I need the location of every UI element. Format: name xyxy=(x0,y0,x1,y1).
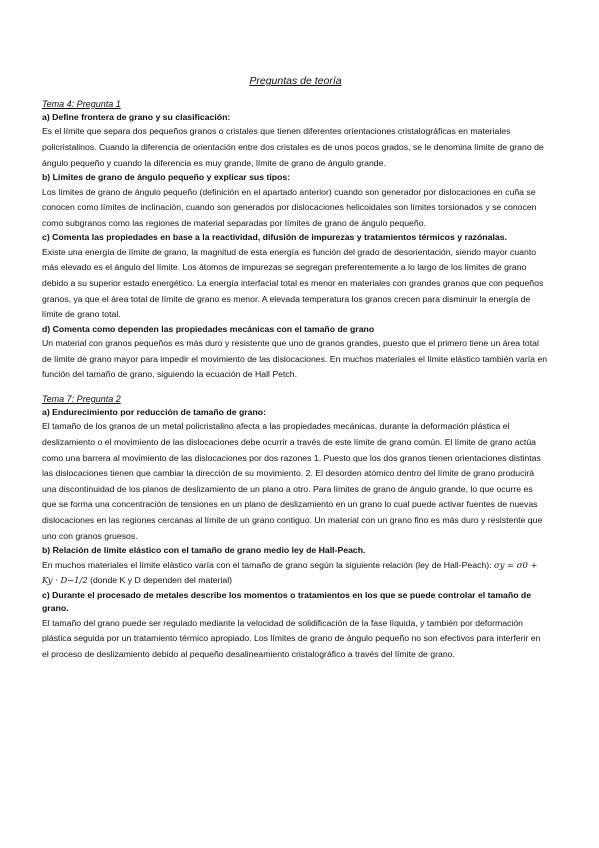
answer-4b: Los límites de grano de ángulo pequeño (definición en el apartado anterior) cuando son generador por dislocaciones en cuña se conocen como límites de inclinación, cuando son generados por dislocaciones helicoidales son límites torsionados y se conocen como subgranos como las regiones de material separadas por límites de grano de ángulo pequeño. xyxy=(42,186,537,228)
question-4d: d) Comenta como dependen las propiedades mecánicas con el tamaño de grano xyxy=(42,323,375,334)
question-4b: b) Límites de grano de ángulo pequeño y explicar sus tipos: xyxy=(42,172,291,183)
answer-4c: Existe una energía de límite de grano, la magnitud de esta energía es función del grado de desorientación, siendo mayor cuanto más elevado es el ángulo del límite. Los átomos de impurezas se segregan preferentemente a lo largo de los límites de grano debido a su superior estado energético. La energía interfacial total es menor en materiales con grandes granos que con pequeños granos, ya que el área total de límite de grano es menor. A elevada temperatura los granos crecen para disminuir la energía de límite de grano total. xyxy=(42,246,544,320)
question-7b: b) Relación de límite elástico con el tamaño de grano medio ley de Hall-Peach. xyxy=(42,545,366,556)
answer-7b-note: (donde K y D dependen del material) xyxy=(90,575,233,586)
question-4a: a) Define frontera de grano y su clasificación: xyxy=(42,112,231,122)
question-7c: c) Durante el procesado de metales describe los momentos o tratamientos en los que se puede controlar el tamaño de grano. xyxy=(42,589,532,614)
topic-heading-1: Tema 4: Pregunta 1 xyxy=(42,99,121,109)
question-4c: c) Comenta las propiedades en base a la reactividad, difusión de impurezas y tratamientos térmicos y razónalas. xyxy=(42,232,507,243)
answer-7b-text: En muchos materiales el límite elástico varía con el tamaño de grano según la siguiente relación (ley de Hall-Peach): xyxy=(42,559,492,570)
answer-7a: El tamaño de los granos de un metal policristalino afecta a las propiedades mecánicas, durante la deformación plástica el deslizamiento o el movimiento de las dislocaciones debe ocurrir a través de este límite de grano común. El límite de grano actúa como una barrera al movimiento de las dislocaciones por dos razones 1. Puesto que los dos granos tienen orientaciones distintas las dislocaciones tienen que cambiar la dirección de su movimiento. 2. El desorden atómico dentro del límite de grano producirá una discontinuidad de los planos de deslizamiento de un plano a otro. Para límites de grano de ángulo grande, lo que ocurre es que se forma una concentración de tensiones en un plano de deslizamiento en un grano lo cual puede activar fuentes de nuevas dislocaciones en las regiones cercanas al límite de un grano contiguo. Un material con un grano fino es más duro y resistente que uno con granos gruesos. xyxy=(42,421,543,541)
answer-4d: Un material con granos pequeños es más duro y resistente que uno de granos grandes, puesto que el primero tiene un área total de límite de grano mayor para impedir el movimiento de las dislocaciones. En muchos materiales el límite elástico también varía en función del tamaño de grano, siguiendo la ecuación de Hall Petch. xyxy=(42,338,548,380)
topic-heading-2: Tema 7: Pregunta 2 xyxy=(42,393,121,404)
hall-petch-formula: σy = σ0 + Ky · D−1/2 xyxy=(42,559,538,586)
answer-7c: El tamaño del grano puede ser regulado mediante la velocidad de solidificación de la fase líquida, y también por deformación plástica seguida por un tratamiento térmico apropiado. Los límites de grano de ángulo pequeño no son efectivos para interferir en el proceso de deslizamiento debido al pequeño desalineamiento cristalográfico a través del límite de grano. xyxy=(42,617,541,659)
answer-7b xyxy=(42,558,549,589)
page-title: Preguntas de teoría xyxy=(249,75,342,87)
question-7a: a) Endurecimiento por reducción de tamaño de grano: xyxy=(42,406,266,417)
answer-4a: Es el límite que separa dos pequeños granos o cristales que tienen diferentes orientaciones cristalográficas en materiales policristalinos. Cuando la diferencia de orientación entre dos cristales es de unos pocos grados, se le denomina límite de grano de ángulo pequeño y cuando la diferencia es muy grande, límite de grano de ángulo grande. xyxy=(42,126,544,168)
